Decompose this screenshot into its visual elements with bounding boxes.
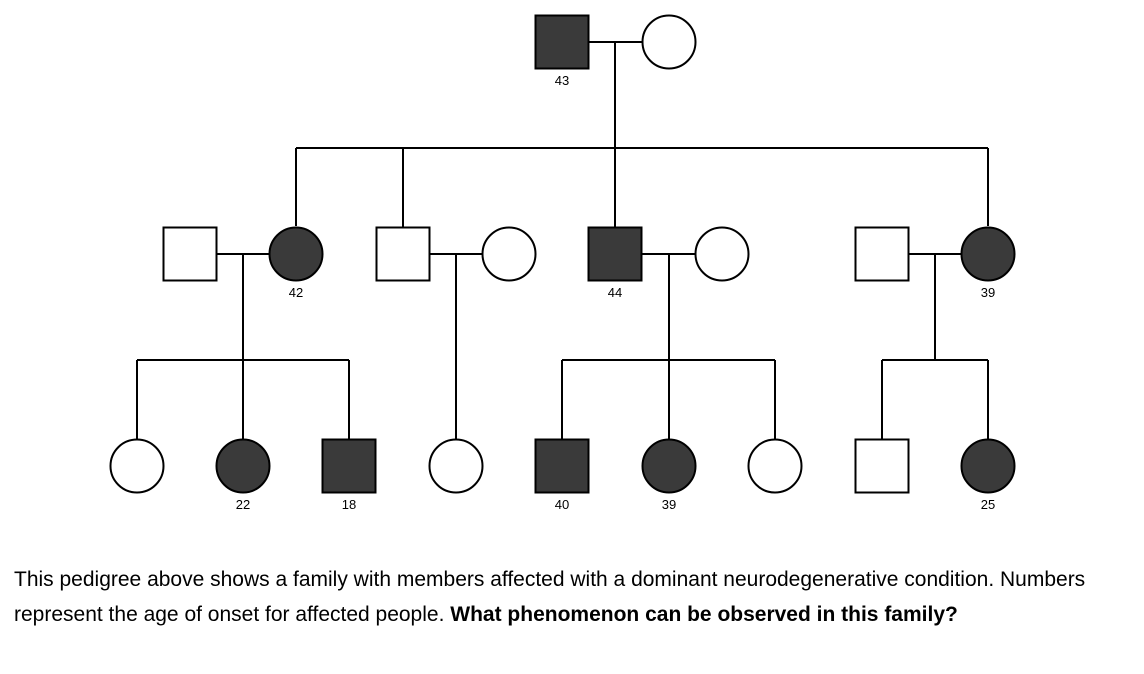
question-emphasis: What phenomenon can be observed in this family? [450,603,958,626]
age-of-onset-III-3: 18 [341,497,357,512]
affected-male-I-1 [536,16,589,69]
affected-male-II-5 [589,228,642,281]
affected-female-II-8 [962,228,1015,281]
unaffected-female-III-4 [430,440,483,493]
age-of-onset-I-1: 43 [554,73,570,88]
unaffected-male-II-7 [856,228,909,281]
affected-male-III-5 [536,440,589,493]
affected-male-III-3 [323,440,376,493]
unaffected-female-III-1 [111,440,164,493]
affected-female-III-2 [217,440,270,493]
unaffected-male-III-8 [856,440,909,493]
question-statement: This pedigree above shows a family with members affected with a dominant neurodegenerative condition. Numbers represent the age of onset for affected people. [14,568,1086,626]
question-text [14,562,1124,632]
age-of-onset-III-9: 25 [980,497,996,512]
affected-female-III-9 [962,440,1015,493]
affected-female-II-2 [270,228,323,281]
unaffected-male-II-1 [164,228,217,281]
age-of-onset-III-2: 22 [235,497,251,512]
age-of-onset-III-5: 40 [554,497,570,512]
unaffected-male-II-3 [377,228,430,281]
unaffected-female-I-2 [643,16,696,69]
unaffected-female-II-4 [483,228,536,281]
affected-female-III-6 [643,440,696,493]
age-of-onset-II-8: 39 [980,285,996,300]
unaffected-female-III-7 [749,440,802,493]
age-of-onset-II-2: 42 [288,285,304,300]
unaffected-female-II-6 [696,228,749,281]
age-of-onset-III-6: 39 [661,497,677,512]
age-of-onset-II-5: 44 [607,285,623,300]
